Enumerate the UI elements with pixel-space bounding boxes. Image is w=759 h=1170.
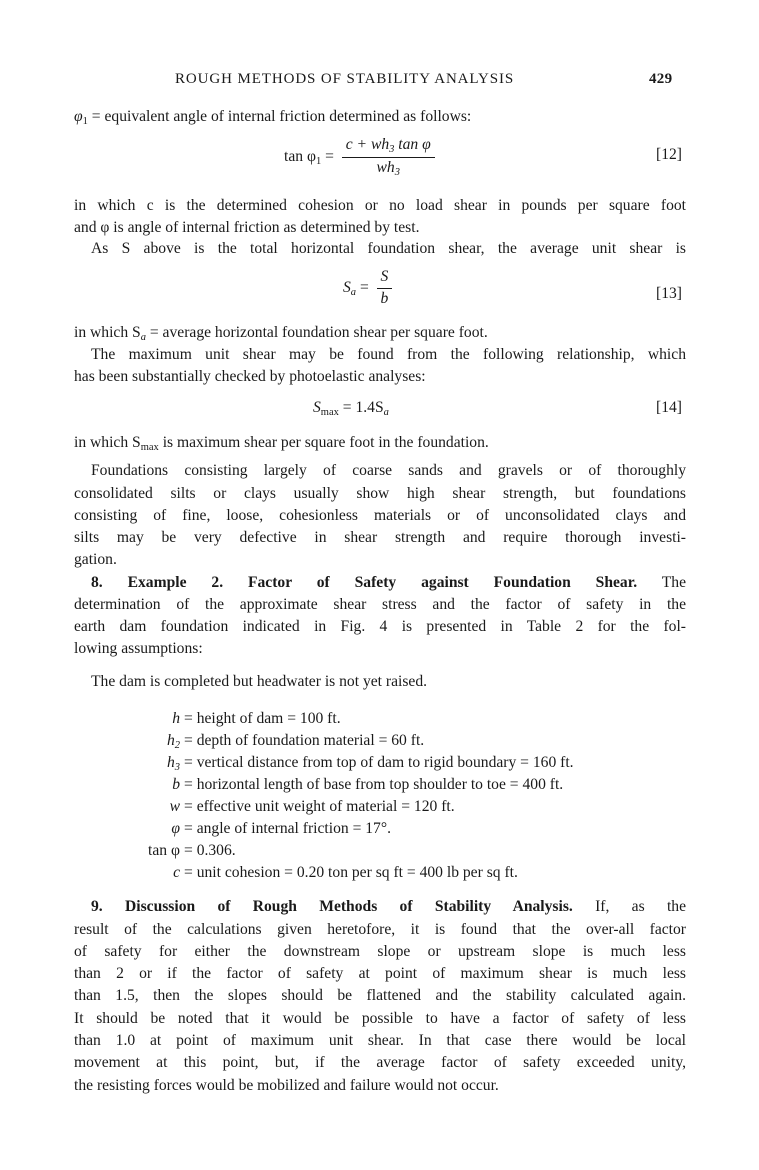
variable-symbol: tan φ xyxy=(148,842,180,859)
paragraph-line: Foundations consisting largely of coarse sands and gravels or of thoroughly xyxy=(91,462,686,479)
phi1-subscript: 1 xyxy=(82,116,88,127)
section-9-heading-line: 9. Discussion of Rough Methods of Stability Analysis. If, as the xyxy=(91,898,687,915)
eq12-lhs: $\tan \varphi_1$ = xyxy=(284,147,338,167)
paragraph-line: than 1.5, then the slopes should be flattened and the stability calculated again. xyxy=(74,987,686,1004)
eq13-label: [13] xyxy=(656,285,682,302)
page-number: 429 xyxy=(649,71,673,87)
variable-symbol: $h_2$ xyxy=(166,732,180,751)
eq13-fraction xyxy=(377,268,393,308)
variable-definition: = height of dam = 100 ft. xyxy=(184,710,341,727)
paragraph-line: gation. xyxy=(74,551,117,568)
paragraph-line: than 1.0 at point of maximum unit shear. In that case there would be local xyxy=(74,1032,686,1049)
variable-symbol: w xyxy=(169,798,180,815)
eq13-lhs: $S_a$ = xyxy=(343,278,373,298)
paragraph-line: earth dam foundation indicated in Fig. 4 is presented in Table 2 for the fol- xyxy=(74,618,686,635)
variable-definition: = vertical distance from top of dam to rigid boundary = 160 ft. xyxy=(184,754,574,771)
phi1-definition xyxy=(74,107,686,132)
paragraph-line: lowing assumptions: xyxy=(74,640,203,657)
dam-note: The dam is completed but headwater is not yet raised. xyxy=(91,673,428,690)
equation-13 xyxy=(343,268,392,308)
variable-definition: = angle of internal friction = 17°. xyxy=(184,820,391,837)
paragraph-line: It should be noted that it would be possible to have a factor of safety of less xyxy=(74,1010,686,1027)
eq13-numerator: S xyxy=(377,268,393,289)
variable-definition: = effective unit weight of material = 120 ft. xyxy=(184,798,455,815)
variable-symbol: φ xyxy=(171,820,180,837)
variable-symbol: c xyxy=(173,864,180,881)
paragraph-line: silts may be very defective in shear strength and require thorough investi- xyxy=(74,529,686,546)
section-9-heading: 9. Discussion of Rough Methods of Stability Analysis. xyxy=(91,898,573,915)
equation-14: $S_{max} = 1.4S_a$ xyxy=(313,399,389,418)
paragraph-line: determination of the approximate shear stress and the factor of safety in the xyxy=(74,596,686,613)
equation-12 xyxy=(284,136,435,178)
section-8-heading: 8. Example 2. Factor of Safety against Foundation Shear. xyxy=(91,574,638,591)
smax-definition: in which $S_{max}$ is maximum shear per square foot in the foundation. xyxy=(74,434,489,453)
paragraph-line: consolidated silts or clays usually show high shear strength, but foundations xyxy=(74,485,686,502)
eq12-fraction xyxy=(342,136,435,178)
paragraph-line: result of the calculations given heretofore, it is found that the over-all factor xyxy=(74,921,686,938)
variable-symbol: h xyxy=(172,710,180,727)
paragraph-line: in which c is the determined cohesion or no load shear in pounds per square foot xyxy=(74,197,686,214)
eq14-label: [14] xyxy=(656,399,682,416)
sa-definition: in which $S_a$ = average horizontal foundation shear per square foot. xyxy=(74,324,488,343)
variable-symbol: $h_3$ xyxy=(166,754,180,773)
paragraph-line: consisting of fine, loose, cohesionless materials or of unconsolidated clays and xyxy=(74,507,686,524)
variable-definition: = 0.306. xyxy=(184,842,236,859)
variable-definition: = horizontal length of base from top shoulder to toe = 400 ft. xyxy=(184,776,564,793)
paragraph-line: The maximum unit shear may be found from the following relationship, which xyxy=(91,346,686,363)
variable-definition: = unit cohesion = 0.20 ton per sq ft = 400 lb per sq ft. xyxy=(184,864,518,881)
running-header-title: ROUGH METHODS OF STABILITY ANALYSIS xyxy=(175,71,515,87)
paragraph-line: and φ is angle of internal friction as determined by test. xyxy=(74,219,420,236)
paragraph-line: of safety for either the downstream slope or upstream slope is much less xyxy=(74,943,686,960)
section-8-heading-line: 8. Example 2. Factor of Safety against Foundation Shear. The xyxy=(91,574,686,591)
paragraph-line: As S above is the total horizontal foundation shear, the average unit shear is xyxy=(91,240,686,257)
paragraph-line: the resisting forces would be mobilized and failure would not occur. xyxy=(74,1077,499,1094)
paragraph-line: than 2 or if the factor of safety at point of maximum shear is much less xyxy=(74,965,686,982)
phi1-symbol: φ xyxy=(74,108,83,125)
eq13-denominator: b xyxy=(380,290,389,307)
eq12-numerator: $c + wh_3$ tan φ xyxy=(342,136,435,158)
phi1-text: = equivalent angle of internal friction determined as follows: xyxy=(87,108,472,125)
paragraph-line: movement at this point, but, if the average factor of safety exceeded unity, xyxy=(74,1054,686,1071)
eq12-label: [12] xyxy=(656,146,682,163)
variable-symbol: b xyxy=(172,776,180,793)
eq12-denominator: $wh_3$ xyxy=(376,159,400,178)
variable-definition: = depth of foundation material = 60 ft. xyxy=(184,732,425,749)
paragraph-line: has been substantially checked by photoelastic analyses: xyxy=(74,368,426,385)
